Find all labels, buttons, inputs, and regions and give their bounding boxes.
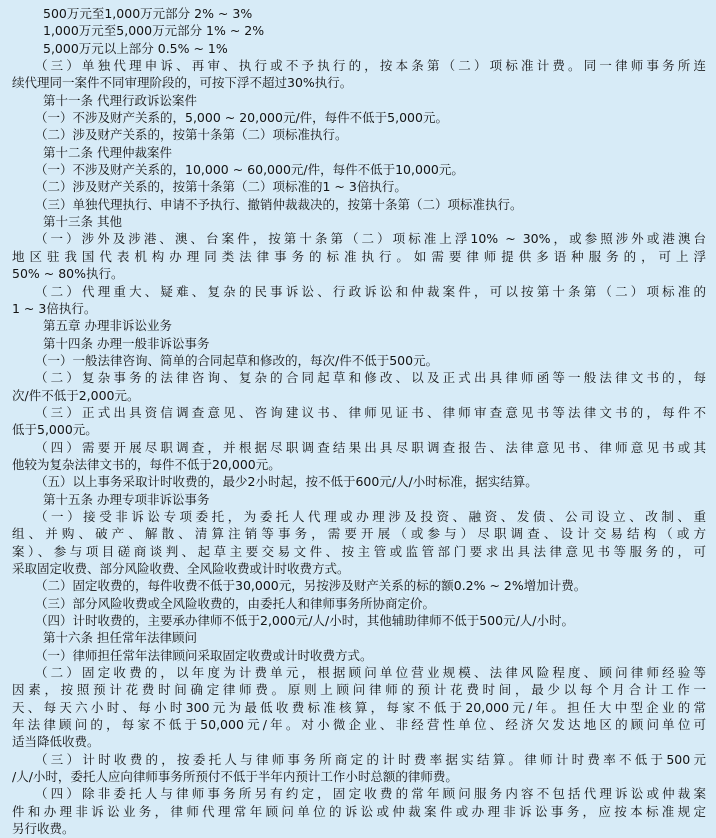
text-line: 采取固定收费、部分风险收费、全风险收费或计时收费方式。: [12, 561, 350, 576]
text-line: 因素，按照预计花费时间确定律师费。原则上顾问律师的预计花费时间，最少以每个月合计工作一: [12, 682, 706, 698]
text-line: 地区驻我国代表机构办理同类法律事务的标准执行。如需要律师提供多语种服务的，可上浮: [12, 248, 706, 264]
text-line: 1 ~ 3倍执行。: [12, 300, 97, 316]
text-line: 第十四条 办理一般非诉讼事务: [43, 335, 210, 351]
text-line: 他较为复杂法律文书的，每件不低于20,000元。: [12, 456, 281, 472]
text-line: 组、并购、破产、解散、清算注销等事务，需要开展（或参与）尽职调查、设计交易结构（或方: [12, 526, 706, 542]
text-line: （四）计时收费的，主要承办律师不低于2,000元/人/小时，其他辅助律师不低于500元/人/小时。: [35, 613, 574, 629]
text-line: 第五章 办理非诉讼业务: [43, 318, 172, 334]
text-line: （四）除非委托人与律师事务所另有约定，固定收费的常年顾问服务内容不包括代理诉讼或仲裁案: [35, 786, 706, 802]
text-line: 1,000万元至5,000万元部分 1% ~ 2%: [43, 23, 265, 39]
text-line: 天、每天六小时、每小时300元为最低收费标准核算，每家不低于20,000元/年。担任大中型企业的常: [12, 699, 706, 715]
text-line: 第十五条 办理专项非诉讼事务: [43, 491, 210, 507]
text-line: 第十三条 其他: [43, 214, 122, 230]
text-line: （二）固定收费的，每件收费不低于30,000元，另按涉及财产关系的标的额0.2% ~ 2%增加计费。: [35, 578, 587, 594]
text-line: /人/小时，委托人应向律师事务所预付不低于半年内预计工作小时总额的律师费。: [12, 769, 458, 785]
text-line: 500万元至1,000万元部分 2% ~ 3%: [43, 6, 253, 21]
text-line: 另行收费。: [12, 821, 75, 837]
text-line: 第十六条 担任常年法律顾问: [43, 630, 197, 646]
text-line: （二）复杂事务的法律咨询、复杂的合同起草和修改、以及正式出具律师函等一般法律文书的，每: [35, 370, 706, 386]
text-line: 件和办理非诉讼业务，律师代理常年顾问单位的诉讼或仲裁案件或办理非诉讼事务，应按本标准规定: [12, 803, 706, 819]
text-line: 第十二条 代理仲裁案件: [43, 144, 172, 160]
text-line: （二）固定收费的，以年度为计费单元，根据顾问单位营业规模、法律风险程度、顾问律师经验等: [35, 665, 706, 681]
text-line: （二）代理重大、疑难、复杂的民事诉讼、行政诉讼和仲裁案件，可以按第十条第（二）项标准的: [35, 283, 706, 299]
text-line: 适当降低收费。: [12, 734, 100, 750]
text-line: （四）需要开展尽职调查，并根据尽职调查结果出具尽职调查报告、法律意见书、律师意见书或其: [35, 439, 706, 455]
text-line: （三）单独代理申诉、再审、执行或不予执行的，按本条第（二）项标准计费。同一律师事务所连: [35, 58, 706, 74]
text-line: 第十一条 代理行政诉讼案件: [43, 92, 197, 108]
text-line: 续代理同一案件不同审理阶段的，可按下浮不超过30%执行。: [12, 75, 353, 91]
text-line: （一）接受非诉讼专项委托，为委托人代理或办理涉及投资、融资、发债、公司设立、改制、重: [35, 508, 706, 524]
text-line: 次/件不低于2,000元。: [12, 387, 140, 403]
text-line: 年法律顾问的，每家不低于50,000元/年。对小微企业、非经营性单位、经济欠发达地区的顾问单位可: [12, 717, 706, 733]
text-line: （一）涉外及涉港、澳、台案件，按第十条第（二）项标准上浮10% ~ 30%，或参照涉外或港澳台: [35, 231, 706, 247]
text-line: 5,000万元以上部分 0.5% ~ 1%: [43, 40, 228, 56]
text-line: 案）、参与项目磋商谈判、起草主要交易文件、按主管或监管部门要求出具法律意见书等服务的，可: [12, 543, 706, 559]
text-line: （一）不涉及财产关系的，5,000 ~ 20,000元/件，每件不低于5,000元。: [35, 110, 448, 126]
text-line: 低于5,000元。: [12, 422, 98, 438]
text-line: （三）单独代理执行、申请不予执行、撤销仲裁裁决的，按第十条第（二）项标准执行。: [35, 196, 523, 212]
text-line: （三）部分风险收费或全风险收费的，由委托人和律师事务所协商定价。: [35, 595, 436, 611]
text-line: （三）计时收费的，按委托人与律师事务所商定的计时费率据实结算。律师计时费率不低于500元: [35, 751, 706, 767]
text-line: （一）不涉及财产关系的，10,000 ~ 60,000元/件，每件不低于10,000元。: [35, 162, 464, 178]
text-line: （三）正式出具资信调查意见、咨询建议书、律师见证书、律师审查意见书等法律文书的，每件不: [35, 404, 706, 420]
text-line: （二）涉及财产关系的，按第十条第（二）项标准的1 ~ 3倍执行。: [35, 179, 407, 195]
text-line: （五）以上事务采取计时收费的，最少2小时起，按不低于600元/人/小时标准，据实结算。: [35, 474, 538, 490]
text-line: （二）涉及财产关系的，按第十条第（二）项标准执行。: [35, 127, 348, 143]
text-line: 50% ~ 80%执行。: [12, 266, 124, 282]
text-line: （一）律师担任常年法律顾问采取固定收费或计时收费方式。: [35, 647, 373, 663]
text-line: （一）一般法律咨询、简单的合同起草和修改的，每次/件不低于500元。: [35, 352, 439, 368]
